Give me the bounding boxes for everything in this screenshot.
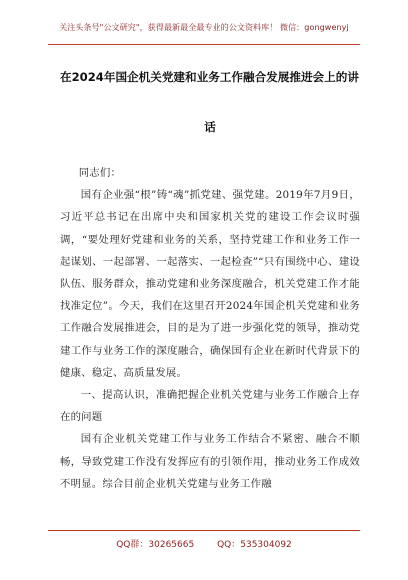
header-divider [48,44,360,45]
header-banner: 关注头条号"公文研究"，获得最新最全最专业的公文资料库！ 微信：gongwenyj [59,23,349,32]
footer-qq-group: QQ群：30265665 [116,540,195,550]
footer-qq: QQ：535304092 [217,540,292,550]
footer [0,537,408,550]
body-paragraph: 国有企业强“根”铸“魂”抓党建、强党建。2019年7月9日，习近平总书记在出席中央和国家机关党的建设工作会议时强调，“要处理好党建和业务的关系，坚持党建工作和业务工作一起谋划、一起部署、一起落实、一起检查”“只有围绕中心、建设队伍、服务群众，推动党建和业务深度融合，机关党建工作才能找准定位”。今天，我们在这里召开2024年国企机关党建和业务工作融合发展推进会，目的是为了进一步强化党的领导，推动党建工作与业务工作的深度融合，确保国有企业在新时代背景下的健康、稳定、高质量发展。 [60,189,360,379]
footer-divider [48,530,360,531]
document-title-line1: 在2024年国企机关党建和业务工作融合发展推进会上的讲 [60,70,359,84]
body-paragraph: 国有企业机关党建工作与业务工作结合不紧密、融合不顺畅，导致党建工作没有发挥应有的引领作用，推动业务工作成效不明显。综合目前企业机关党建与业务工作融 [60,433,360,490]
section-heading: 一、提高认识，准确把握企业机关党建与业务工作融合上存在的问题 [60,389,360,424]
document-title-line2: 话 [204,120,216,134]
document-body [60,162,360,495]
greeting-paragraph: 同志们： [78,167,122,179]
